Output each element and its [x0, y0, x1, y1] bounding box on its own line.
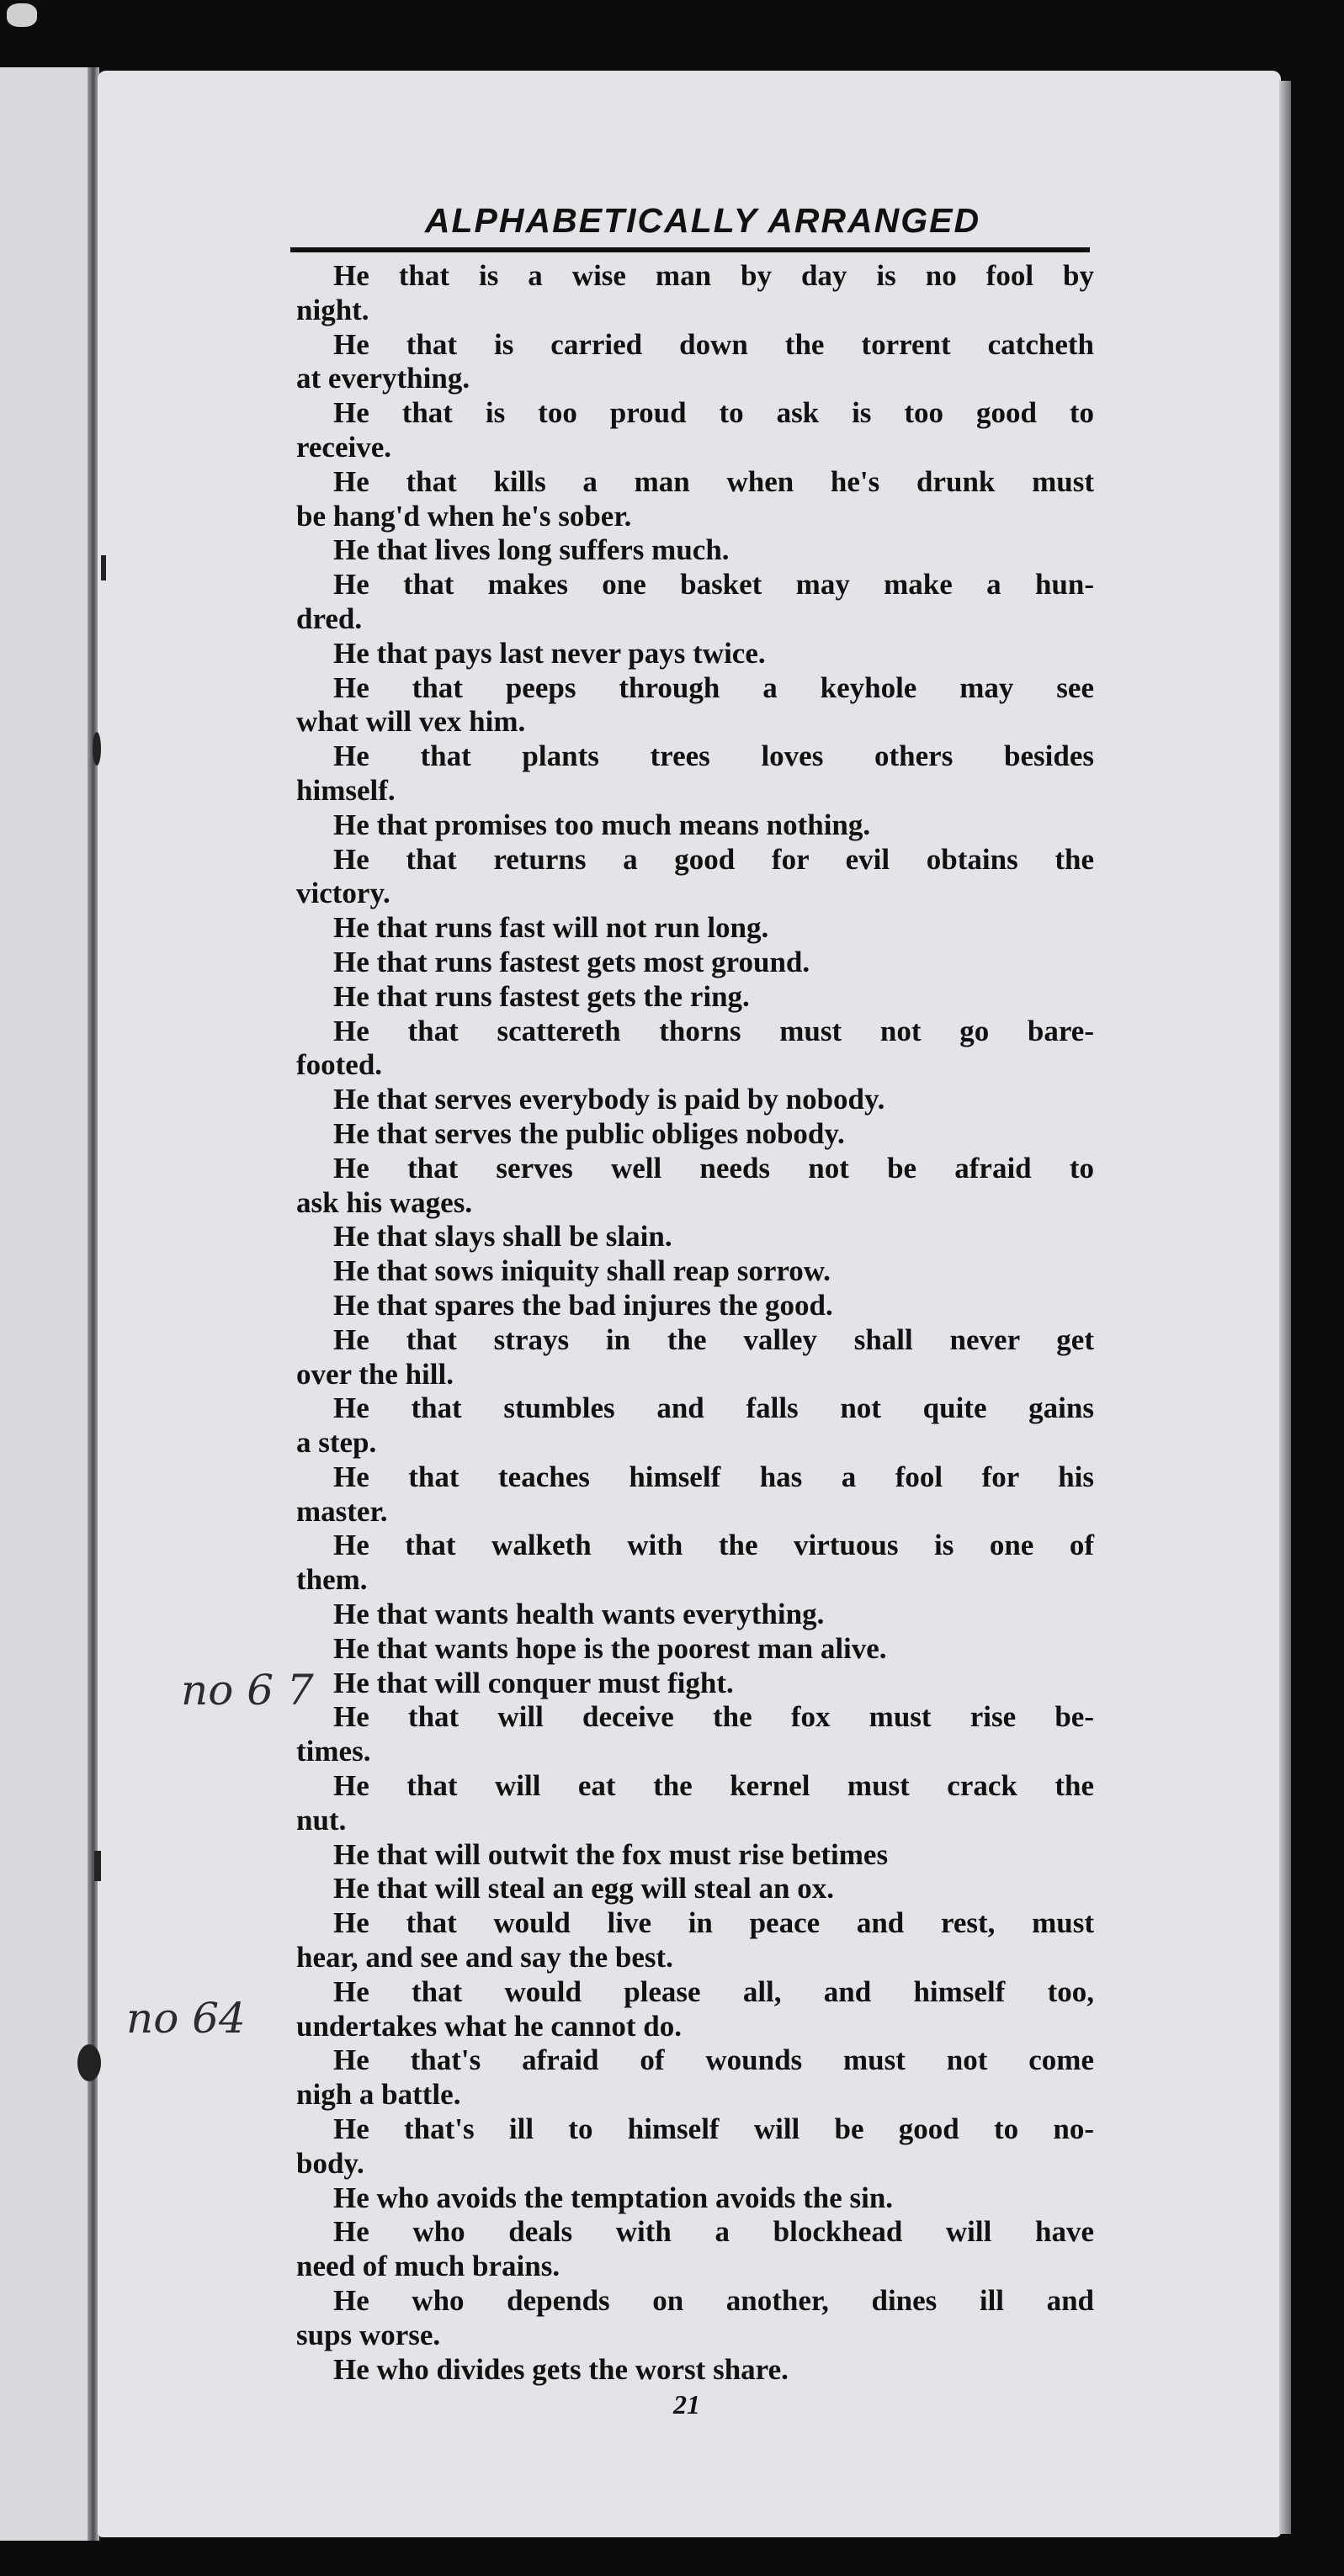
text-line: He that's ill to himself will be good to no-	[333, 2112, 1094, 2146]
binding-mark	[93, 732, 101, 766]
text-line: He that will eat the kernel must crack the	[333, 1769, 1094, 1803]
text-line: He that stumbles and falls not quite gains	[333, 1391, 1094, 1425]
text-line: He who divides gets the worst share.	[333, 2352, 789, 2386]
text-line: He that runs fastest gets most ground.	[333, 945, 810, 978]
text-line: at everything.	[296, 362, 470, 395]
page-number: 21	[673, 2389, 700, 2420]
text-line: He that will outwit the fox must rise betimes	[333, 1837, 889, 1871]
text-line: sups worse.	[296, 2318, 441, 2351]
text-line: He that will conquer must fight.	[333, 1666, 734, 1699]
text-line: body.	[296, 2146, 364, 2180]
text-line: He that promises too much means nothing.	[333, 808, 871, 841]
text-line: He that will steal an egg will steal an ox.	[333, 1872, 834, 1905]
text-line: He that runs fastest gets the ring.	[333, 979, 750, 1013]
page-edge	[1279, 81, 1291, 2534]
text-line: what will vex him.	[296, 705, 526, 739]
text-line: He that is carried down the torrent catcheth	[333, 327, 1094, 361]
text-line: He that wants health wants everything.	[333, 1598, 825, 1631]
text-line: He that spares the bad injures the good.	[333, 1288, 833, 1322]
text-line: He that runs fast will not run long.	[333, 911, 769, 945]
text-line: He that scattereth thorns must not go bare-	[333, 1014, 1094, 1047]
text-line: them.	[296, 1563, 368, 1597]
text-line: He that plants trees loves others besides	[333, 739, 1094, 773]
text-line: dred.	[296, 602, 363, 635]
text-line: He that will deceive the fox must rise be-	[333, 1700, 1094, 1734]
text-line: He who depends on another, dines ill and	[333, 2284, 1094, 2318]
text-line: himself.	[296, 773, 396, 807]
text-line: He that returns a good for evil obtains the	[333, 842, 1094, 876]
text-line: be hang'd when he's sober.	[296, 499, 632, 533]
binding-mark	[101, 555, 106, 580]
text-line: hear, and see and say the best.	[296, 1941, 673, 1974]
text-line: He that would please all, and himself too,	[333, 1974, 1094, 2008]
text-line: He that slays shall be slain.	[333, 1220, 672, 1254]
text-line: undertakes what he cannot do.	[296, 2009, 682, 2043]
binding-mark	[94, 1851, 101, 1881]
proverb-list	[296, 259, 1094, 2387]
text-line: night.	[296, 293, 369, 326]
text-line: footed.	[296, 1048, 383, 1082]
text-line: over the hill.	[296, 1357, 454, 1391]
text-line: He that walketh with the virtuous is one of	[333, 1529, 1094, 1562]
header-title: ALPHABETICALLY ARRANGED	[424, 201, 981, 240]
text-line: He that is a wise man by day is no fool by	[333, 259, 1094, 292]
text-line: times.	[296, 1735, 371, 1768]
text-line: He that's afraid of wounds must not come	[333, 2043, 1094, 2077]
text-line: He that would live in peace and rest, must	[333, 1906, 1094, 1940]
text-line: He that serves well needs not be afraid to	[333, 1151, 1094, 1185]
text-line: receive.	[296, 430, 392, 464]
text-line: He who avoids the temptation avoids the sin.	[333, 2181, 894, 2214]
facing-page	[0, 67, 91, 2541]
text-line: He that teaches himself has a fool for his	[333, 1460, 1094, 1493]
running-header	[290, 193, 1090, 252]
text-line: He that kills a man when he's drunk must	[333, 464, 1094, 498]
text-line: need of much brains.	[296, 2250, 560, 2283]
handwritten-annotation: no 6 7	[181, 1666, 314, 1715]
text-line: victory.	[296, 877, 390, 910]
text-line: He that sows iniquity shall reap sorrow.	[333, 1254, 831, 1288]
handwritten-annotation: no 64	[126, 1994, 246, 2043]
text-line: He that strays in the valley shall never get	[333, 1322, 1094, 1356]
text-line: He that lives long suffers much.	[333, 533, 730, 567]
text-line: He that serves everybody is paid by nobody.	[333, 1083, 885, 1116]
text-line: He that serves the public obliges nobody.	[333, 1116, 845, 1150]
text-line: nut.	[296, 1803, 347, 1837]
text-line: a step.	[296, 1426, 377, 1460]
text-line: master.	[296, 1494, 388, 1528]
text-line: He that pays last never pays twice.	[333, 636, 766, 670]
text-line: He that wants hope is the poorest man alive.	[333, 1631, 887, 1665]
text-line: He that is too proud to ask is too good to	[333, 396, 1094, 430]
text-line: nigh a battle.	[296, 2078, 461, 2112]
text-line: ask his wages.	[296, 1185, 473, 1219]
text-line: He that makes one basket may make a hun-	[333, 568, 1094, 602]
binding-mark	[77, 2044, 101, 2081]
text-line: He who deals with a blockhead will have	[333, 2215, 1094, 2249]
corner-speck	[7, 3, 37, 27]
text-line: He that peeps through a keyhole may see	[333, 671, 1094, 704]
